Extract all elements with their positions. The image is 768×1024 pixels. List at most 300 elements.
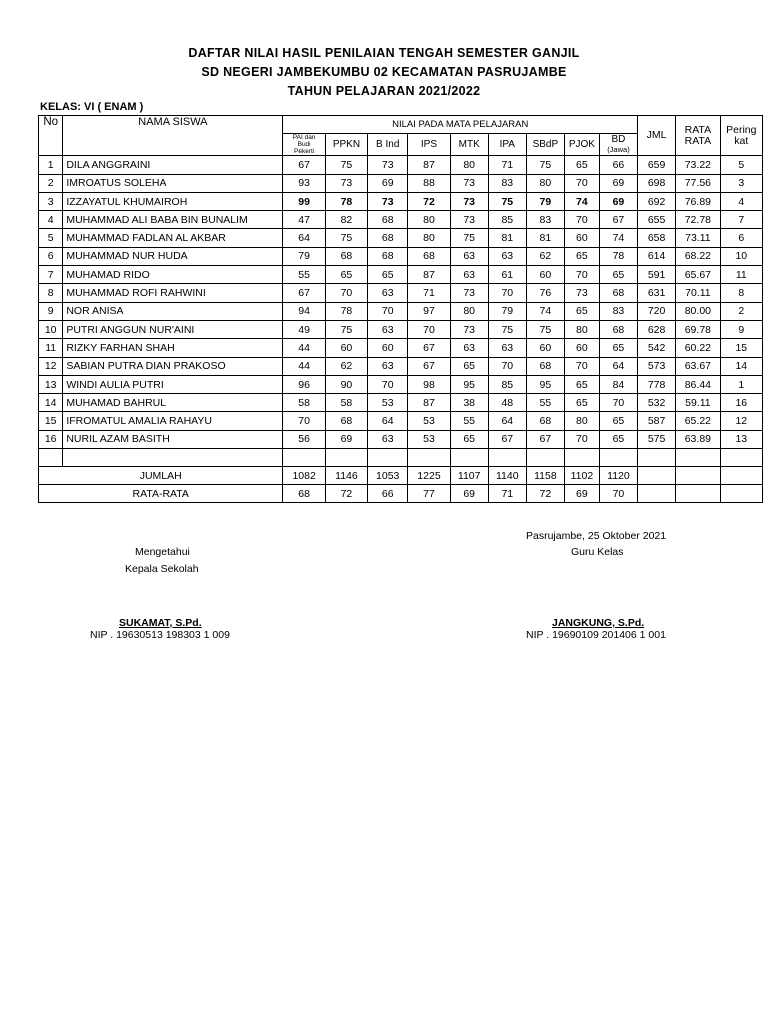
- score-cell: 84: [599, 375, 637, 393]
- student-name: PUTRI ANGGUN NUR'AINI: [63, 320, 283, 338]
- score-cell: 53: [408, 412, 450, 430]
- score-cell: 70: [368, 375, 408, 393]
- jumlah-cell: 1120: [599, 467, 637, 485]
- score-cell: 68: [368, 211, 408, 229]
- rata-rata-cell: 72: [526, 485, 564, 503]
- score-cell: 62: [526, 247, 564, 265]
- score-cell: 80: [564, 320, 599, 338]
- rata-rata-cell: 71: [488, 485, 526, 503]
- rata-rata-cell: 72: [325, 485, 367, 503]
- average-cell: 65.67: [676, 266, 720, 284]
- average-cell: 80.00: [676, 302, 720, 320]
- table-row: [39, 357, 763, 375]
- header-bd-line-1: BD: [611, 133, 626, 145]
- rank-cell: 2: [720, 302, 762, 320]
- left-role-2: Kepala Sekolah: [125, 563, 199, 575]
- score-cell: 68: [368, 229, 408, 247]
- average-cell: 86.44: [676, 375, 720, 393]
- right-signatory-name: JANGKUNG, S.Pd.: [552, 617, 645, 629]
- table-row: [39, 339, 763, 357]
- total-cell: 692: [638, 192, 676, 210]
- rata-rata-cell: 77: [408, 485, 450, 503]
- header-rata-line-2: RATA: [684, 134, 712, 147]
- row-number: 4: [39, 211, 63, 229]
- score-cell: 75: [325, 320, 367, 338]
- score-cell: 63: [450, 266, 488, 284]
- score-cell: 71: [408, 284, 450, 302]
- student-rows: [39, 156, 763, 449]
- score-cell: 38: [450, 394, 488, 412]
- score-cell: 70: [488, 357, 526, 375]
- total-cell: 659: [638, 156, 676, 174]
- score-cell: 75: [488, 192, 526, 210]
- score-cell: 80: [408, 229, 450, 247]
- score-cell: 68: [325, 412, 367, 430]
- score-cell: 73: [450, 211, 488, 229]
- score-cell: 70: [564, 174, 599, 192]
- score-cell: 82: [325, 211, 367, 229]
- student-name: MUHAMMAD ROFI RAHWINI: [63, 284, 283, 302]
- score-cell: 98: [408, 375, 450, 393]
- score-cell: 78: [325, 192, 367, 210]
- score-cell: 65: [450, 430, 488, 448]
- average-cell: 68.22: [676, 247, 720, 265]
- score-cell: 78: [325, 302, 367, 320]
- score-cell: 65: [599, 412, 637, 430]
- score-cell: 80: [408, 211, 450, 229]
- score-cell: 94: [283, 302, 325, 320]
- rata-rata-label: RATA-RATA: [39, 485, 283, 503]
- score-cell: 87: [408, 266, 450, 284]
- score-cell: 95: [450, 375, 488, 393]
- jumlah-label: JUMLAH: [39, 467, 283, 485]
- rank-cell: 1: [720, 375, 762, 393]
- score-cell: 78: [599, 247, 637, 265]
- table-row: [39, 192, 763, 210]
- title-line-2: SD NEGERI JAMBEKUMBU 02 KECAMATAN PASRUJAMBE: [201, 65, 567, 79]
- score-cell: 65: [564, 394, 599, 412]
- score-cell: 72: [408, 192, 450, 210]
- average-cell: 63.67: [676, 357, 720, 375]
- score-cell: 70: [325, 284, 367, 302]
- score-cell: 79: [488, 302, 526, 320]
- student-name: DILA ANGGRAINI: [63, 156, 283, 174]
- total-cell: 614: [638, 247, 676, 265]
- blank-cell: [450, 449, 488, 467]
- total-cell: 655: [638, 211, 676, 229]
- total-cell: 532: [638, 394, 676, 412]
- row-number: 7: [39, 266, 63, 284]
- score-cell: 75: [526, 320, 564, 338]
- table-row: [39, 430, 763, 448]
- rank-cell: 4: [720, 192, 762, 210]
- score-cell: 75: [450, 229, 488, 247]
- score-cell: 68: [325, 247, 367, 265]
- score-cell: 63: [368, 430, 408, 448]
- rank-cell: 7: [720, 211, 762, 229]
- score-cell: 63: [368, 357, 408, 375]
- score-cell: 80: [450, 302, 488, 320]
- score-cell: 44: [283, 339, 325, 357]
- score-cell: 74: [526, 302, 564, 320]
- row-number: 13: [39, 375, 63, 393]
- score-cell: 65: [564, 156, 599, 174]
- rata-rata-cell: 69: [450, 485, 488, 503]
- score-cell: 88: [408, 174, 450, 192]
- summary-rows: [39, 449, 763, 503]
- score-cell: 55: [450, 412, 488, 430]
- row-number: 1: [39, 156, 63, 174]
- blank-cell: [39, 449, 63, 467]
- score-cell: 70: [564, 266, 599, 284]
- header-subject-ipa: IPA: [488, 134, 526, 156]
- score-cell: 96: [283, 375, 325, 393]
- row-number: 12: [39, 357, 63, 375]
- header-bd-line-2: (Jawa): [607, 144, 630, 154]
- score-cell: 73: [450, 320, 488, 338]
- score-cell: 90: [325, 375, 367, 393]
- blank-cell: [564, 449, 599, 467]
- score-cell: 87: [408, 156, 450, 174]
- score-cell: 67: [526, 430, 564, 448]
- rank-cell: 8: [720, 284, 762, 302]
- student-name: MUHAMAD BAHRUL: [63, 394, 283, 412]
- average-cell: 73.11: [676, 229, 720, 247]
- table-row: [39, 211, 763, 229]
- student-name: NURIL AZAM BASITH: [63, 430, 283, 448]
- header-pai-line-3: Pekerti: [294, 148, 315, 156]
- total-cell: 575: [638, 430, 676, 448]
- total-cell: 720: [638, 302, 676, 320]
- grades-table: [38, 115, 763, 503]
- rata-rata-cell: 70: [599, 485, 637, 503]
- title-line-3: TAHUN PELAJARAN 2021/2022: [287, 84, 481, 98]
- header-rank: [720, 116, 762, 156]
- left-nip: NIP . 19630513 198303 1 009: [90, 629, 230, 641]
- score-cell: 75: [488, 320, 526, 338]
- score-cell: 69: [368, 174, 408, 192]
- header-rata-line-1: RATA: [684, 123, 712, 136]
- row-number: 8: [39, 284, 63, 302]
- left-signatory-name: SUKAMAT, S.Pd.: [119, 617, 202, 629]
- blank-row: [39, 449, 763, 467]
- average-cell: 65.22: [676, 412, 720, 430]
- jumlah-cell: 1225: [408, 467, 450, 485]
- score-cell: 73: [450, 192, 488, 210]
- average-cell: 63.89: [676, 430, 720, 448]
- score-cell: 67: [599, 211, 637, 229]
- header-jml: JML: [638, 116, 676, 156]
- score-cell: 65: [564, 247, 599, 265]
- average-cell: 76.89: [676, 192, 720, 210]
- total-cell: 658: [638, 229, 676, 247]
- row-number: 10: [39, 320, 63, 338]
- blank-cell: [488, 449, 526, 467]
- score-cell: 79: [283, 247, 325, 265]
- jumlah-cell: 1053: [368, 467, 408, 485]
- score-cell: 71: [488, 156, 526, 174]
- score-cell: 64: [488, 412, 526, 430]
- score-cell: 95: [526, 375, 564, 393]
- average-cell: 59.11: [676, 394, 720, 412]
- header-subject-group: NILAI PADA MATA PELAJARAN: [283, 116, 638, 134]
- table-row: [39, 412, 763, 430]
- table-row: [39, 302, 763, 320]
- score-cell: 63: [450, 339, 488, 357]
- table-row: [39, 320, 763, 338]
- score-cell: 70: [488, 284, 526, 302]
- total-cell: 573: [638, 357, 676, 375]
- empty-cell: [720, 485, 762, 503]
- total-cell: 542: [638, 339, 676, 357]
- score-cell: 69: [325, 430, 367, 448]
- score-cell: 80: [564, 412, 599, 430]
- score-cell: 65: [368, 266, 408, 284]
- score-cell: 53: [408, 430, 450, 448]
- jumlah-cell: 1082: [283, 467, 325, 485]
- student-name: SABIAN PUTRA DIAN PRAKOSO: [63, 357, 283, 375]
- score-cell: 47: [283, 211, 325, 229]
- score-cell: 64: [283, 229, 325, 247]
- rank-cell: 3: [720, 174, 762, 192]
- score-cell: 60: [368, 339, 408, 357]
- score-cell: 68: [526, 412, 564, 430]
- score-cell: 67: [408, 357, 450, 375]
- jumlah-cell: 1158: [526, 467, 564, 485]
- score-cell: 67: [488, 430, 526, 448]
- score-cell: 83: [599, 302, 637, 320]
- average-cell: 70.11: [676, 284, 720, 302]
- table-row: [39, 266, 763, 284]
- score-cell: 63: [488, 339, 526, 357]
- header-subject-bd: [599, 134, 637, 156]
- blank-cell: [408, 449, 450, 467]
- average-cell: 60.22: [676, 339, 720, 357]
- score-cell: 55: [283, 266, 325, 284]
- header-rata: [676, 116, 720, 156]
- rank-cell: 6: [720, 229, 762, 247]
- score-cell: 73: [368, 156, 408, 174]
- score-cell: 66: [599, 156, 637, 174]
- average-cell: 72.78: [676, 211, 720, 229]
- score-cell: 80: [526, 174, 564, 192]
- score-cell: 87: [408, 394, 450, 412]
- score-cell: 70: [283, 412, 325, 430]
- header-pai-line-2: Budi: [297, 141, 311, 149]
- header-rank-line-1: Pering: [726, 123, 757, 136]
- score-cell: 70: [564, 211, 599, 229]
- blank-cell: [63, 449, 283, 467]
- rank-cell: 15: [720, 339, 762, 357]
- score-cell: 81: [526, 229, 564, 247]
- blank-cell: [676, 449, 720, 467]
- rank-cell: 5: [720, 156, 762, 174]
- rank-cell: 12: [720, 412, 762, 430]
- score-cell: 74: [599, 229, 637, 247]
- class-label: KELAS: VI ( ENAM ): [40, 101, 144, 113]
- score-cell: 69: [599, 192, 637, 210]
- blank-cell: [283, 449, 325, 467]
- header-subject-mtk: MTK: [450, 134, 488, 156]
- score-cell: 99: [283, 192, 325, 210]
- score-cell: 68: [368, 247, 408, 265]
- score-cell: 56: [283, 430, 325, 448]
- header-subject-ips: IPS: [408, 134, 450, 156]
- score-cell: 93: [283, 174, 325, 192]
- score-cell: 68: [599, 284, 637, 302]
- score-cell: 68: [599, 320, 637, 338]
- score-cell: 85: [488, 211, 526, 229]
- blank-cell: [599, 449, 637, 467]
- score-cell: 65: [599, 266, 637, 284]
- score-cell: 73: [325, 174, 367, 192]
- total-cell: 698: [638, 174, 676, 192]
- row-number: 2: [39, 174, 63, 192]
- score-cell: 65: [564, 375, 599, 393]
- total-cell: 778: [638, 375, 676, 393]
- student-name: IZZAYATUL KHUMAIROH: [63, 192, 283, 210]
- score-cell: 73: [368, 192, 408, 210]
- score-cell: 60: [564, 339, 599, 357]
- student-name: MUHAMMAD FADLAN AL AKBAR: [63, 229, 283, 247]
- student-name: WINDI AULIA PUTRI: [63, 375, 283, 393]
- score-cell: 58: [325, 394, 367, 412]
- rata-rata-cell: 66: [368, 485, 408, 503]
- header-subject-bind: B Ind: [368, 134, 408, 156]
- score-cell: 62: [325, 357, 367, 375]
- row-number: 16: [39, 430, 63, 448]
- score-cell: 70: [599, 394, 637, 412]
- jumlah-row: [39, 467, 763, 485]
- place-date: Pasrujambe, 25 Oktober 2021: [526, 530, 667, 542]
- table-row: [39, 375, 763, 393]
- header-rank-line-2: kat: [734, 134, 749, 147]
- score-cell: 65: [450, 357, 488, 375]
- score-cell: 73: [450, 174, 488, 192]
- jumlah-cell: 1102: [564, 467, 599, 485]
- row-number: 9: [39, 302, 63, 320]
- score-cell: 60: [526, 339, 564, 357]
- jumlah-cell: 1146: [325, 467, 367, 485]
- score-cell: 58: [283, 394, 325, 412]
- average-cell: 73.22: [676, 156, 720, 174]
- score-cell: 65: [599, 339, 637, 357]
- score-cell: 68: [526, 357, 564, 375]
- empty-cell: [676, 467, 720, 485]
- score-cell: 44: [283, 357, 325, 375]
- blank-cell: [638, 449, 676, 467]
- score-cell: 75: [325, 156, 367, 174]
- score-cell: 70: [564, 357, 599, 375]
- score-cell: 63: [488, 247, 526, 265]
- score-cell: 81: [488, 229, 526, 247]
- empty-cell: [720, 467, 762, 485]
- row-number: 5: [39, 229, 63, 247]
- rank-cell: 16: [720, 394, 762, 412]
- row-number: 6: [39, 247, 63, 265]
- score-cell: 97: [408, 302, 450, 320]
- student-name: MUHAMAD RIDO: [63, 266, 283, 284]
- jumlah-cell: 1107: [450, 467, 488, 485]
- score-cell: 55: [526, 394, 564, 412]
- score-cell: 67: [408, 339, 450, 357]
- score-cell: 64: [368, 412, 408, 430]
- total-cell: 587: [638, 412, 676, 430]
- title-line-1: DAFTAR NILAI HASIL PENILAIAN TENGAH SEMESTER GANJIL: [188, 46, 580, 60]
- row-number: 11: [39, 339, 63, 357]
- score-cell: 48: [488, 394, 526, 412]
- score-cell: 74: [564, 192, 599, 210]
- table-row: [39, 247, 763, 265]
- total-cell: 631: [638, 284, 676, 302]
- average-cell: 77.56: [676, 174, 720, 192]
- student-name: IMROATUS SOLEHA: [63, 174, 283, 192]
- score-cell: 83: [488, 174, 526, 192]
- score-cell: 83: [526, 211, 564, 229]
- average-cell: 69.78: [676, 320, 720, 338]
- left-role-1: Mengetahui: [135, 546, 190, 558]
- score-cell: 49: [283, 320, 325, 338]
- total-cell: 591: [638, 266, 676, 284]
- score-cell: 53: [368, 394, 408, 412]
- score-cell: 63: [450, 247, 488, 265]
- score-cell: 75: [325, 229, 367, 247]
- student-name: RIZKY FARHAN SHAH: [63, 339, 283, 357]
- rata-rata-cell: 69: [564, 485, 599, 503]
- header-pai-line-1: PAI dan: [292, 134, 316, 142]
- score-cell: 63: [368, 284, 408, 302]
- score-cell: 65: [325, 266, 367, 284]
- score-cell: 60: [325, 339, 367, 357]
- score-cell: 67: [283, 284, 325, 302]
- score-cell: 70: [564, 430, 599, 448]
- row-number: 15: [39, 412, 63, 430]
- rata-rata-row: [39, 485, 763, 503]
- score-cell: 76: [526, 284, 564, 302]
- rata-rata-cell: 68: [283, 485, 325, 503]
- header-name: NAMA SISWA: [63, 116, 283, 156]
- rank-cell: 9: [720, 320, 762, 338]
- score-cell: 69: [599, 174, 637, 192]
- student-name: NOR ANISA: [63, 302, 283, 320]
- table-row: [39, 156, 763, 174]
- score-cell: 70: [368, 302, 408, 320]
- blank-cell: [526, 449, 564, 467]
- table-row: [39, 229, 763, 247]
- row-number: 3: [39, 192, 63, 210]
- rank-cell: 11: [720, 266, 762, 284]
- row-number: 14: [39, 394, 63, 412]
- score-cell: 61: [488, 266, 526, 284]
- score-cell: 60: [564, 229, 599, 247]
- score-cell: 63: [368, 320, 408, 338]
- student-name: IFROMATUL AMALIA RAHAYU: [63, 412, 283, 430]
- header-subject-sbdp: SBdP: [526, 134, 564, 156]
- score-cell: 67: [283, 156, 325, 174]
- student-name: MUHAMMAD ALI BABA BIN BUNALIM: [63, 211, 283, 229]
- table-row: [39, 394, 763, 412]
- empty-cell: [676, 485, 720, 503]
- table-row: [39, 284, 763, 302]
- score-cell: 64: [599, 357, 637, 375]
- right-nip: NIP . 19690109 201406 1 001: [526, 629, 666, 641]
- blank-cell: [720, 449, 762, 467]
- rank-cell: 14: [720, 357, 762, 375]
- document-title: [0, 44, 768, 101]
- blank-cell: [325, 449, 367, 467]
- rank-cell: 13: [720, 430, 762, 448]
- total-cell: 628: [638, 320, 676, 338]
